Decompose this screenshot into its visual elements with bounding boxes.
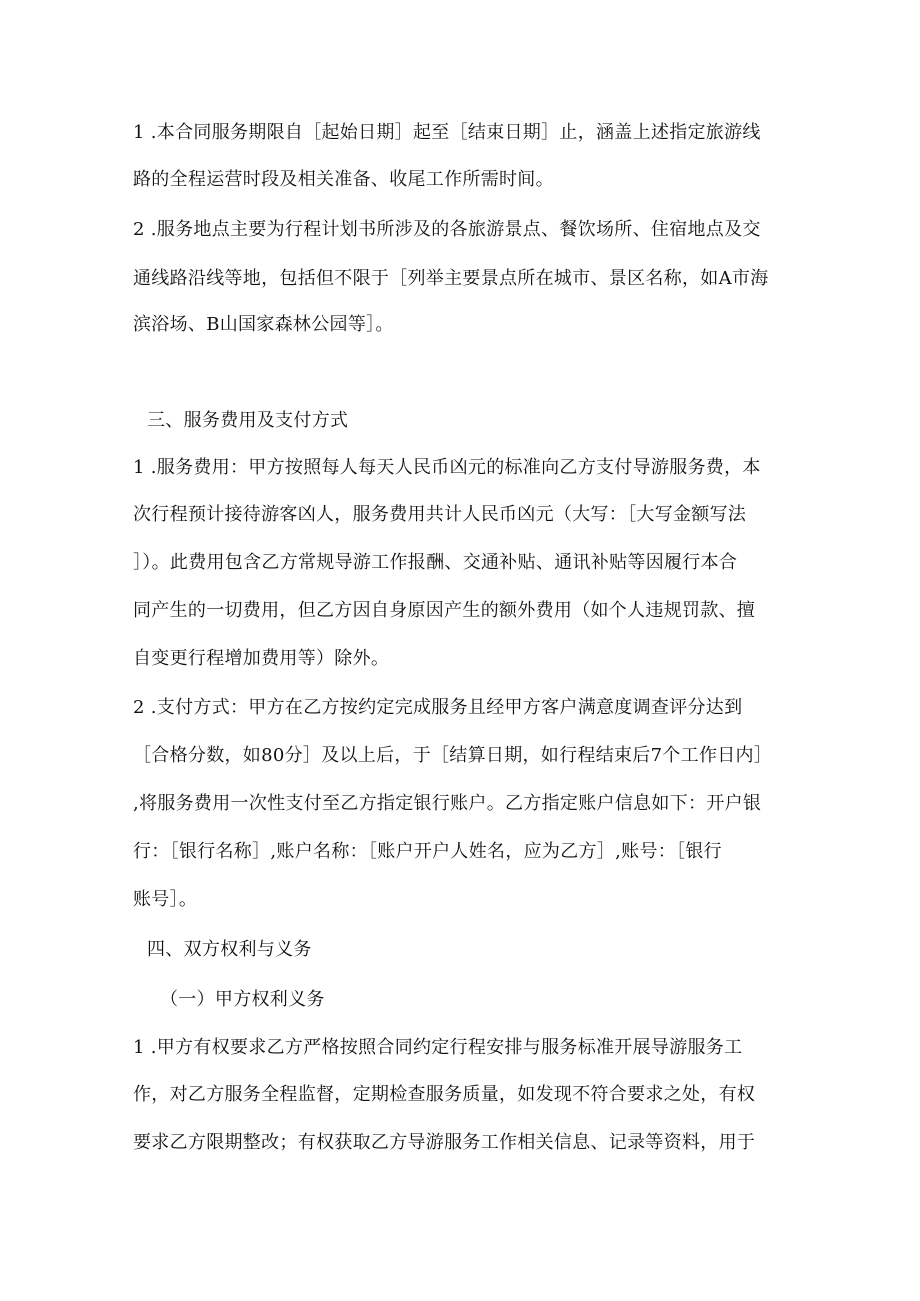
fees-item1-line4: 同产生的一切费用，但乙方因自身原因产生的额外费用（如个人违规罚款、擅 [133,600,756,621]
service-location-item2-line1: 2 .服务地点主要为行程计划书所涉及的各旅游景点、餐饮场所、住宿地点及交 [133,219,761,240]
rights-item1-line3: 要求乙方限期整改；有权获取乙方导游服务工作相关信息、记录等资料，用于 [133,1132,756,1153]
fees-item1-line5: 自变更行程增加费用等）除外。 [133,648,390,669]
fees-item1-line3: ］）。此费用包含乙方常规导游工作报酬、交通补贴、通讯补贴等因履行本合 [133,552,738,573]
rights-item1-line1: 1 .甲方有权要求乙方严格按照合同约定行程安排与服务标准开展导游服务工 [133,1037,743,1058]
service-period-item1-line2: 路的全程运营时段及相关准备、收尾工作所需时间。 [133,169,554,190]
section-fees-heading: 三、服务费用及支付方式 [147,410,349,431]
rights-item1-line2: 作，对乙方服务全程监督，定期检查服务质量，如发现不符合要求之处，有权 [133,1084,756,1105]
fees-item2-line5: 账号］。 [133,889,198,910]
fees-item2-line2: ［合格分数，如80分］及以上后，于［结算日期，如行程结束后7个工作日内］ [133,745,773,766]
fees-item2-line4: 行：［银行名称］,账户名称：［账户开户人姓名，应为乙方］,账号：［银行 [133,841,722,862]
service-period-item1-line1: 1 .本合同服务期限自［起始日期］起至［结束日期］止，涵盖上述指定旅游线 [133,122,761,143]
service-location-item2-line2: 通线路沿线等地，包括但不限于［列举主要景点所在城市、景区名称，如A市海 [133,268,769,289]
fees-item2-line3: ,将服务费用一次性支付至乙方指定银行账户。乙方指定账户信息如下：开户银 [133,793,762,814]
party-a-rights-subheading: （一）甲方权利义务 [160,989,325,1010]
fees-item1-line1: 1 .服务费用：甲方按照每人每天人民币凶元的标准向乙方支付导游服务费，本 [133,457,761,478]
fees-item1-line2: 次行程预计接待游客凶人，服务费用共计人民币凶元（大写：［大写金额写法 [133,504,747,525]
section-rights-heading: 四、双方权利与义务 [147,939,312,960]
service-location-item2-line3: 滨浴场、B山国家森林公园等］。 [133,314,394,335]
fees-item2-line1: 2 .支付方式：甲方在乙方按约定完成服务且经甲方客户满意度调查评分达到 [133,697,743,718]
